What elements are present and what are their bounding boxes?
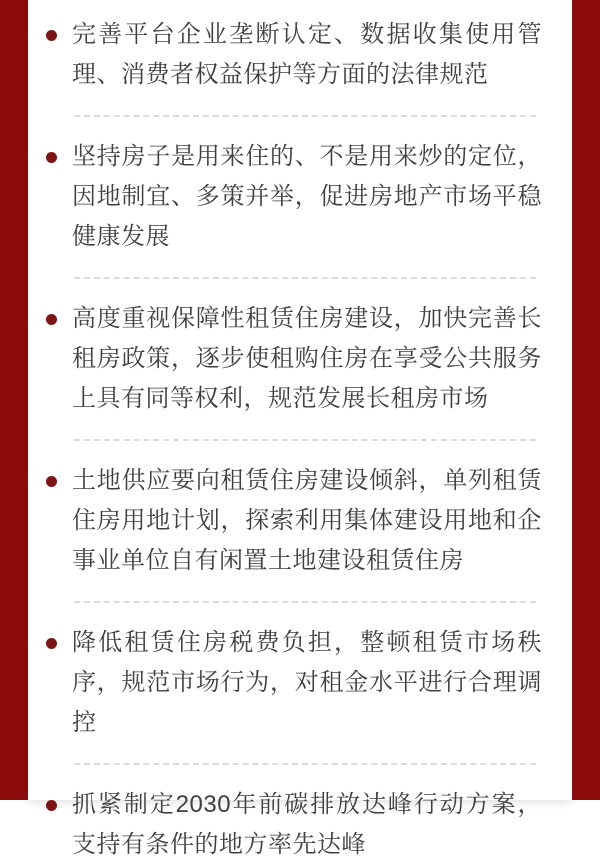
list-item (46, 299, 542, 419)
list-item-text: 抓紧制定2030年前碳排放达峰行动方案，支持有条件的地方率先达峰 (72, 791, 542, 858)
dashed-separator (74, 115, 536, 117)
list-item (46, 15, 542, 95)
list-item (46, 785, 542, 865)
dashed-separator (74, 439, 536, 441)
dashed-separator (74, 277, 536, 279)
list-item-text: 坚持房子是用来住的、不是用来炒的定位，因地制宜、多策并举，促进房地产市场平稳健康发展 (72, 143, 542, 250)
bullet-list (46, 15, 542, 865)
bullet-icon (46, 314, 57, 325)
bullet-icon (46, 476, 57, 487)
bullet-icon (46, 30, 57, 41)
list-item-text: 高度重视保障性租赁住房建设，加快完善长租房政策，逐步使租购住房在享受公共服务上具有同等权利，规范发展长租房市场 (72, 305, 542, 412)
content-card (28, 0, 572, 858)
bullet-icon (46, 638, 57, 649)
list-item-text: 完善平台企业垄断认定、数据收集使用管理、消费者权益保护等方面的法律规范 (72, 21, 542, 88)
list-item-text: 土地供应要向租赁住房建设倾斜，单列租赁住房用地计划，探索利用集体建设用地和企事业单位自有闲置土地建设租赁住房 (72, 467, 542, 574)
bullet-icon (46, 152, 57, 163)
bullet-icon (46, 800, 57, 811)
dashed-separator (74, 763, 536, 765)
list-item (46, 623, 542, 743)
dashed-separator (74, 601, 536, 603)
list-item (46, 137, 542, 257)
right-accent-bar (572, 0, 600, 800)
list-item (46, 461, 542, 581)
list-item-text: 降低租赁住房税费负担，整顿租赁市场秩序，规范市场行为，对租金水平进行合理调控 (72, 629, 542, 736)
left-accent-bar (0, 0, 28, 800)
